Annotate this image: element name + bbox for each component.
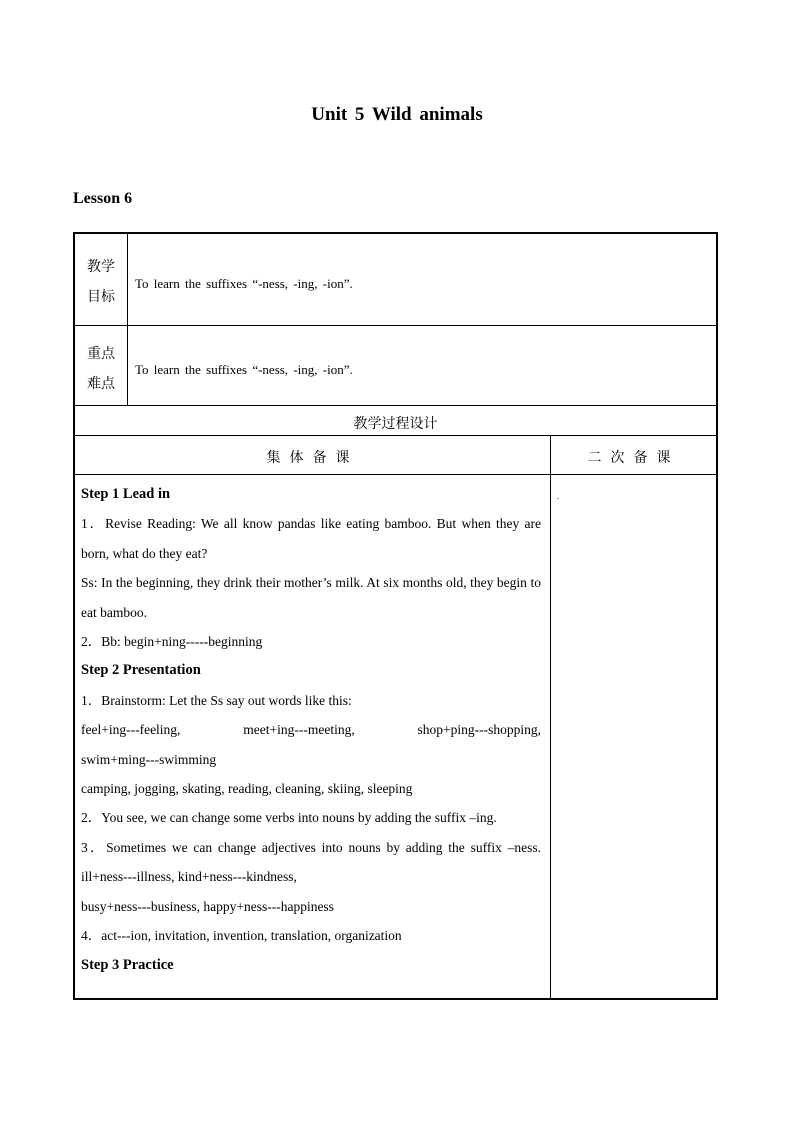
objectives-label-line: 教学: [87, 259, 115, 275]
content-line: 3．Sometimes we can change adjectives into nouns by adding the suffix –ness. ill+ness---illness, kind+ness---kindness,: [81, 839, 541, 885]
column-divider: [550, 435, 551, 998]
lesson-plan-table: [73, 232, 718, 1000]
key-points-label-line: 重点: [87, 346, 115, 362]
content-line: 4．act---ion, invitation, invention, translation, organization: [81, 928, 402, 944]
objectives-text: To learn the suffixes “-ness, -ing, -ion”.: [135, 276, 353, 291]
secondary-prep-mark: .: [557, 492, 559, 501]
content-line: busy+ness---business, happy+ness---happiness: [81, 898, 334, 914]
process-title: 教学过程设计: [353, 416, 438, 432]
content-line: 1．Revise Reading: We all know pandas like eating bamboo. But when they are born, what do they eat?: [81, 516, 541, 561]
secondary-prep-header: 二次备课: [587, 450, 680, 466]
key-points-text: To learn the suffixes “-ness, -ing, -ion”.: [135, 362, 353, 377]
row-divider: [75, 474, 716, 475]
page-title: Unit 5 Wild animals: [311, 104, 483, 125]
label-column-divider: [127, 234, 128, 405]
objectives-label: [75, 252, 127, 312]
step-heading: Step 3 Practice: [81, 956, 174, 973]
key-points-label-line: 难点: [87, 376, 115, 392]
row-divider: [75, 405, 716, 406]
row-divider: [75, 325, 716, 326]
content-line: feel+ing---feeling, meet+ing---meeting, shop+ping---shopping,: [81, 722, 541, 738]
content-line: swim+ming---swimming: [81, 751, 217, 767]
content-line: 2．You see, we can change some verbs into nouns by adding the suffix –ing.: [81, 810, 497, 826]
content-line: camping, jogging, skating, reading, cleaning, skiing, sleeping: [81, 781, 413, 797]
content-line: Ss: In the beginning, they drink their mother’s milk. At six months old, they begin to eat bamboo.: [81, 575, 541, 620]
step-heading: Step 2 Presentation: [81, 662, 201, 679]
key-points-label: [75, 339, 127, 399]
content-line: 2．Bb: begin+ning-----beginning: [81, 634, 263, 650]
lesson-heading: Lesson 6: [73, 190, 133, 207]
objectives-label-line: 目标: [87, 289, 115, 305]
teaching-process-content: [81, 480, 541, 980]
row-divider: [75, 435, 716, 436]
step-heading: Step 1 Lead in: [81, 486, 171, 502]
content-line: 1．Brainstorm: Let the Ss say out words like this:: [81, 692, 352, 708]
collective-prep-header: 集体备课: [266, 450, 359, 466]
